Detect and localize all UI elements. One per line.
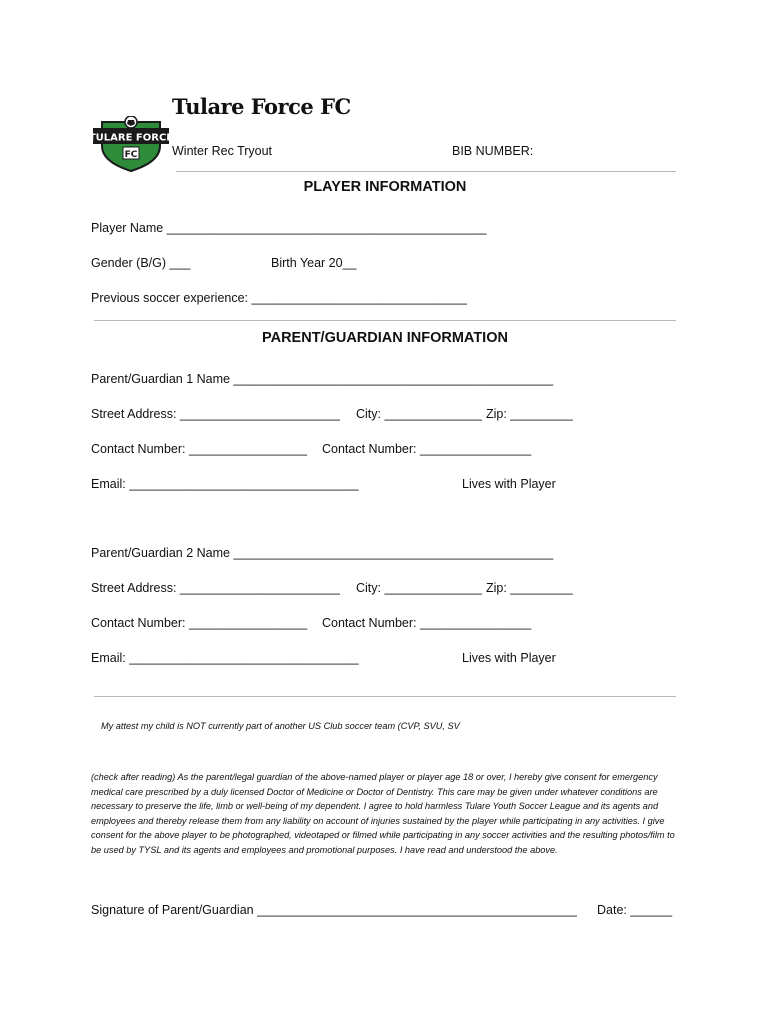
date-field[interactable]: Date: ______ xyxy=(597,903,673,917)
guardian1-email-field[interactable]: Email: _________________________________ xyxy=(91,477,359,491)
signature-field[interactable]: Signature of Parent/Guardian ______________________________________________ xyxy=(91,903,577,917)
event-name: Winter Rec Tryout xyxy=(172,144,273,158)
guardian2-lives-with-player[interactable]: Lives with Player xyxy=(462,651,556,665)
guardian1-name-field[interactable]: Parent/Guardian 1 Name ______________________________________________ xyxy=(91,372,554,386)
guardian1-street-field[interactable]: Street Address: _______________________ xyxy=(91,407,340,421)
guardian2-city-field[interactable]: City: ______________ xyxy=(356,581,482,595)
player-information-title: PLAYER INFORMATION xyxy=(303,179,467,195)
birth-year-field[interactable]: Birth Year 20__ xyxy=(271,256,357,270)
bib-number-label: BIB NUMBER: xyxy=(452,144,534,158)
attest-statement: My attest my child is NOT currently part of another US Club soccer team (CVP, SVU, SV xyxy=(101,721,460,731)
brand-title: Tulare Force FC xyxy=(172,94,351,119)
club-logo xyxy=(92,116,170,172)
guardian1-lives-with-player[interactable]: Lives with Player xyxy=(462,477,556,491)
logo-text-bottom: FC xyxy=(124,150,138,160)
consent-paragraph: (check after reading) As the parent/legal guardian of the above-named player or player age 18 or over, I hereby give consent for emergency medical care prescribed by a duly licensed Doctor of Medicine or Doctor of Dentistry. This care may be given under whatever conditions are necessary to preserve the life, limb or well-being of my dependent. I agree to hold harmless Tulare Youth Soccer League and its agents and employees and thereby release them from any liability on account of injuries sustained by the player while participating in any activities. I give consent for the above player to be photographed, videotaped or filmed while participating in any soccer activities and the resulting photos/film to be used by TYSL and its agents and employees and promotional purposes. I have read and understood the above. xyxy=(91,772,675,855)
header-divider xyxy=(176,171,676,172)
guardian2-zip-field[interactable]: Zip: _________ xyxy=(486,581,573,595)
gender-field[interactable]: Gender (B/G) ___ xyxy=(91,256,191,270)
soccer-experience-field[interactable]: Previous soccer experience: _______________________________ xyxy=(91,291,468,305)
player-section-divider xyxy=(94,320,676,321)
guardian2-contact2-field[interactable]: Contact Number: ________________ xyxy=(322,616,532,630)
logo-text-top: TULARE FORCE xyxy=(92,132,170,144)
guardian2-contact1-field[interactable]: Contact Number: _________________ xyxy=(91,616,308,630)
guardian1-contact2-field[interactable]: Contact Number: ________________ xyxy=(322,442,532,456)
guardian-section-divider xyxy=(94,696,676,697)
guardian-information-title: PARENT/GUARDIAN INFORMATION xyxy=(262,330,508,346)
guardian1-zip-field[interactable]: Zip: _________ xyxy=(486,407,573,421)
guardian2-name-field[interactable]: Parent/Guardian 2 Name ______________________________________________ xyxy=(91,546,554,560)
guardian2-street-field[interactable]: Street Address: _______________________ xyxy=(91,581,340,595)
guardian1-city-field[interactable]: City: ______________ xyxy=(356,407,482,421)
guardian1-contact1-field[interactable]: Contact Number: _________________ xyxy=(91,442,308,456)
guardian2-email-field[interactable]: Email: _________________________________ xyxy=(91,651,359,665)
player-name-field[interactable]: Player Name ______________________________________________ xyxy=(91,221,487,235)
